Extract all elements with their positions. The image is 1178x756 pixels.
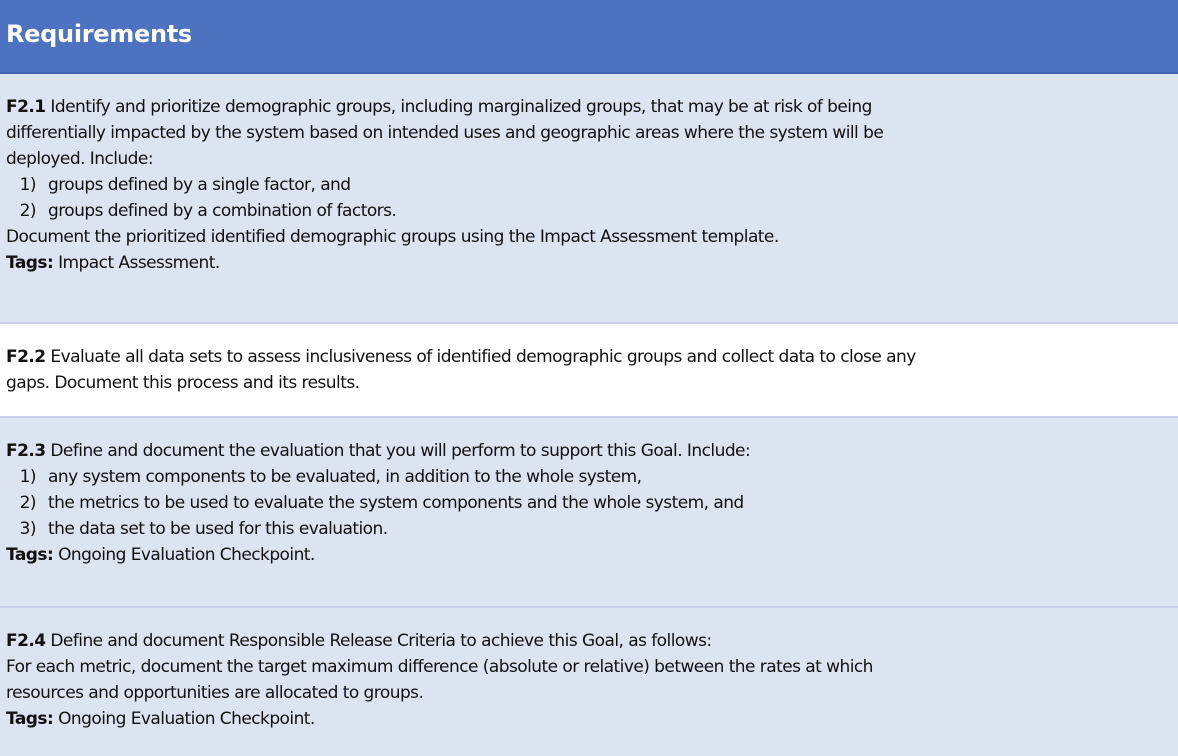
list-item-number: 1)	[19, 175, 36, 195]
requirement-row-f2-3	[0, 418, 1178, 608]
requirement-text-line	[6, 438, 1168, 464]
list-item-text: groups defined by a combination of factors.	[48, 201, 397, 221]
requirement-row-f2-2	[0, 324, 1178, 418]
requirement-list	[6, 172, 1168, 224]
requirement-text: Identify and prioritize demographic groups, including marginalized groups, that may be at risk of being	[50, 97, 872, 117]
tags-value: Impact Assessment.	[58, 253, 220, 273]
list-item-number: 2)	[19, 493, 36, 513]
tags-label: Tags:	[6, 545, 54, 565]
requirement-tags	[6, 706, 1168, 732]
list-item-number: 3)	[19, 519, 36, 539]
tags-value: Ongoing Evaluation Checkpoint.	[58, 709, 315, 729]
list-item-text: groups defined by a single factor, and	[48, 175, 351, 195]
requirement-text-line: deployed. Include:	[6, 149, 153, 169]
requirement-after-text: Document the prioritized identified demographic groups using the Impact Assessment template.	[6, 227, 779, 247]
list-item-number: 1)	[19, 467, 36, 487]
requirement-text-line: gaps. Document this process and its results.	[6, 373, 360, 393]
tags-label: Tags:	[6, 709, 54, 729]
list-item-text: the data set to be used for this evaluation.	[48, 519, 388, 539]
list-item	[6, 490, 1168, 516]
list-item-text: any system components to be evaluated, in addition to the whole system,	[48, 467, 642, 487]
tags-label: Tags:	[6, 253, 54, 273]
requirement-id: F2.3	[6, 441, 46, 461]
requirement-text-line: differentially impacted by the system based on intended uses and geographic areas where the system will be	[6, 123, 884, 143]
requirement-text: Evaluate all data sets to assess inclusiveness of identified demographic groups and collect data to close any	[50, 347, 916, 367]
header-title: Requirements	[6, 20, 192, 48]
requirement-list	[6, 464, 1168, 542]
list-item-number: 2)	[19, 201, 36, 221]
requirement-id: F2.4	[6, 631, 46, 651]
requirement-text: Define and document the evaluation that you will perform to support this Goal. Include:	[50, 441, 751, 461]
tags-value: Ongoing Evaluation Checkpoint.	[58, 545, 315, 565]
list-item	[6, 516, 1168, 542]
requirement-tags	[6, 250, 1168, 276]
requirement-tags	[6, 542, 1168, 568]
list-item	[6, 198, 1168, 224]
requirement-row-f2-4	[0, 608, 1178, 756]
requirement-text-line	[6, 344, 1168, 370]
requirement-text-line: resources and opportunities are allocated to groups.	[6, 683, 424, 703]
list-item-text: the metrics to be used to evaluate the system components and the whole system, and	[48, 493, 744, 513]
requirement-text-line	[6, 94, 1168, 120]
list-item	[6, 172, 1168, 198]
requirement-text: Define and document Responsible Release Criteria to achieve this Goal, as follows:	[50, 631, 712, 651]
requirement-row-f2-1	[0, 74, 1178, 324]
requirement-id: F2.1	[6, 97, 46, 117]
requirement-text-line	[6, 628, 1168, 654]
requirements-header	[0, 0, 1178, 74]
list-item	[6, 464, 1168, 490]
requirement-text-line: For each metric, document the target maximum difference (absolute or relative) between the rates at which	[6, 657, 873, 677]
requirement-id: F2.2	[6, 347, 46, 367]
